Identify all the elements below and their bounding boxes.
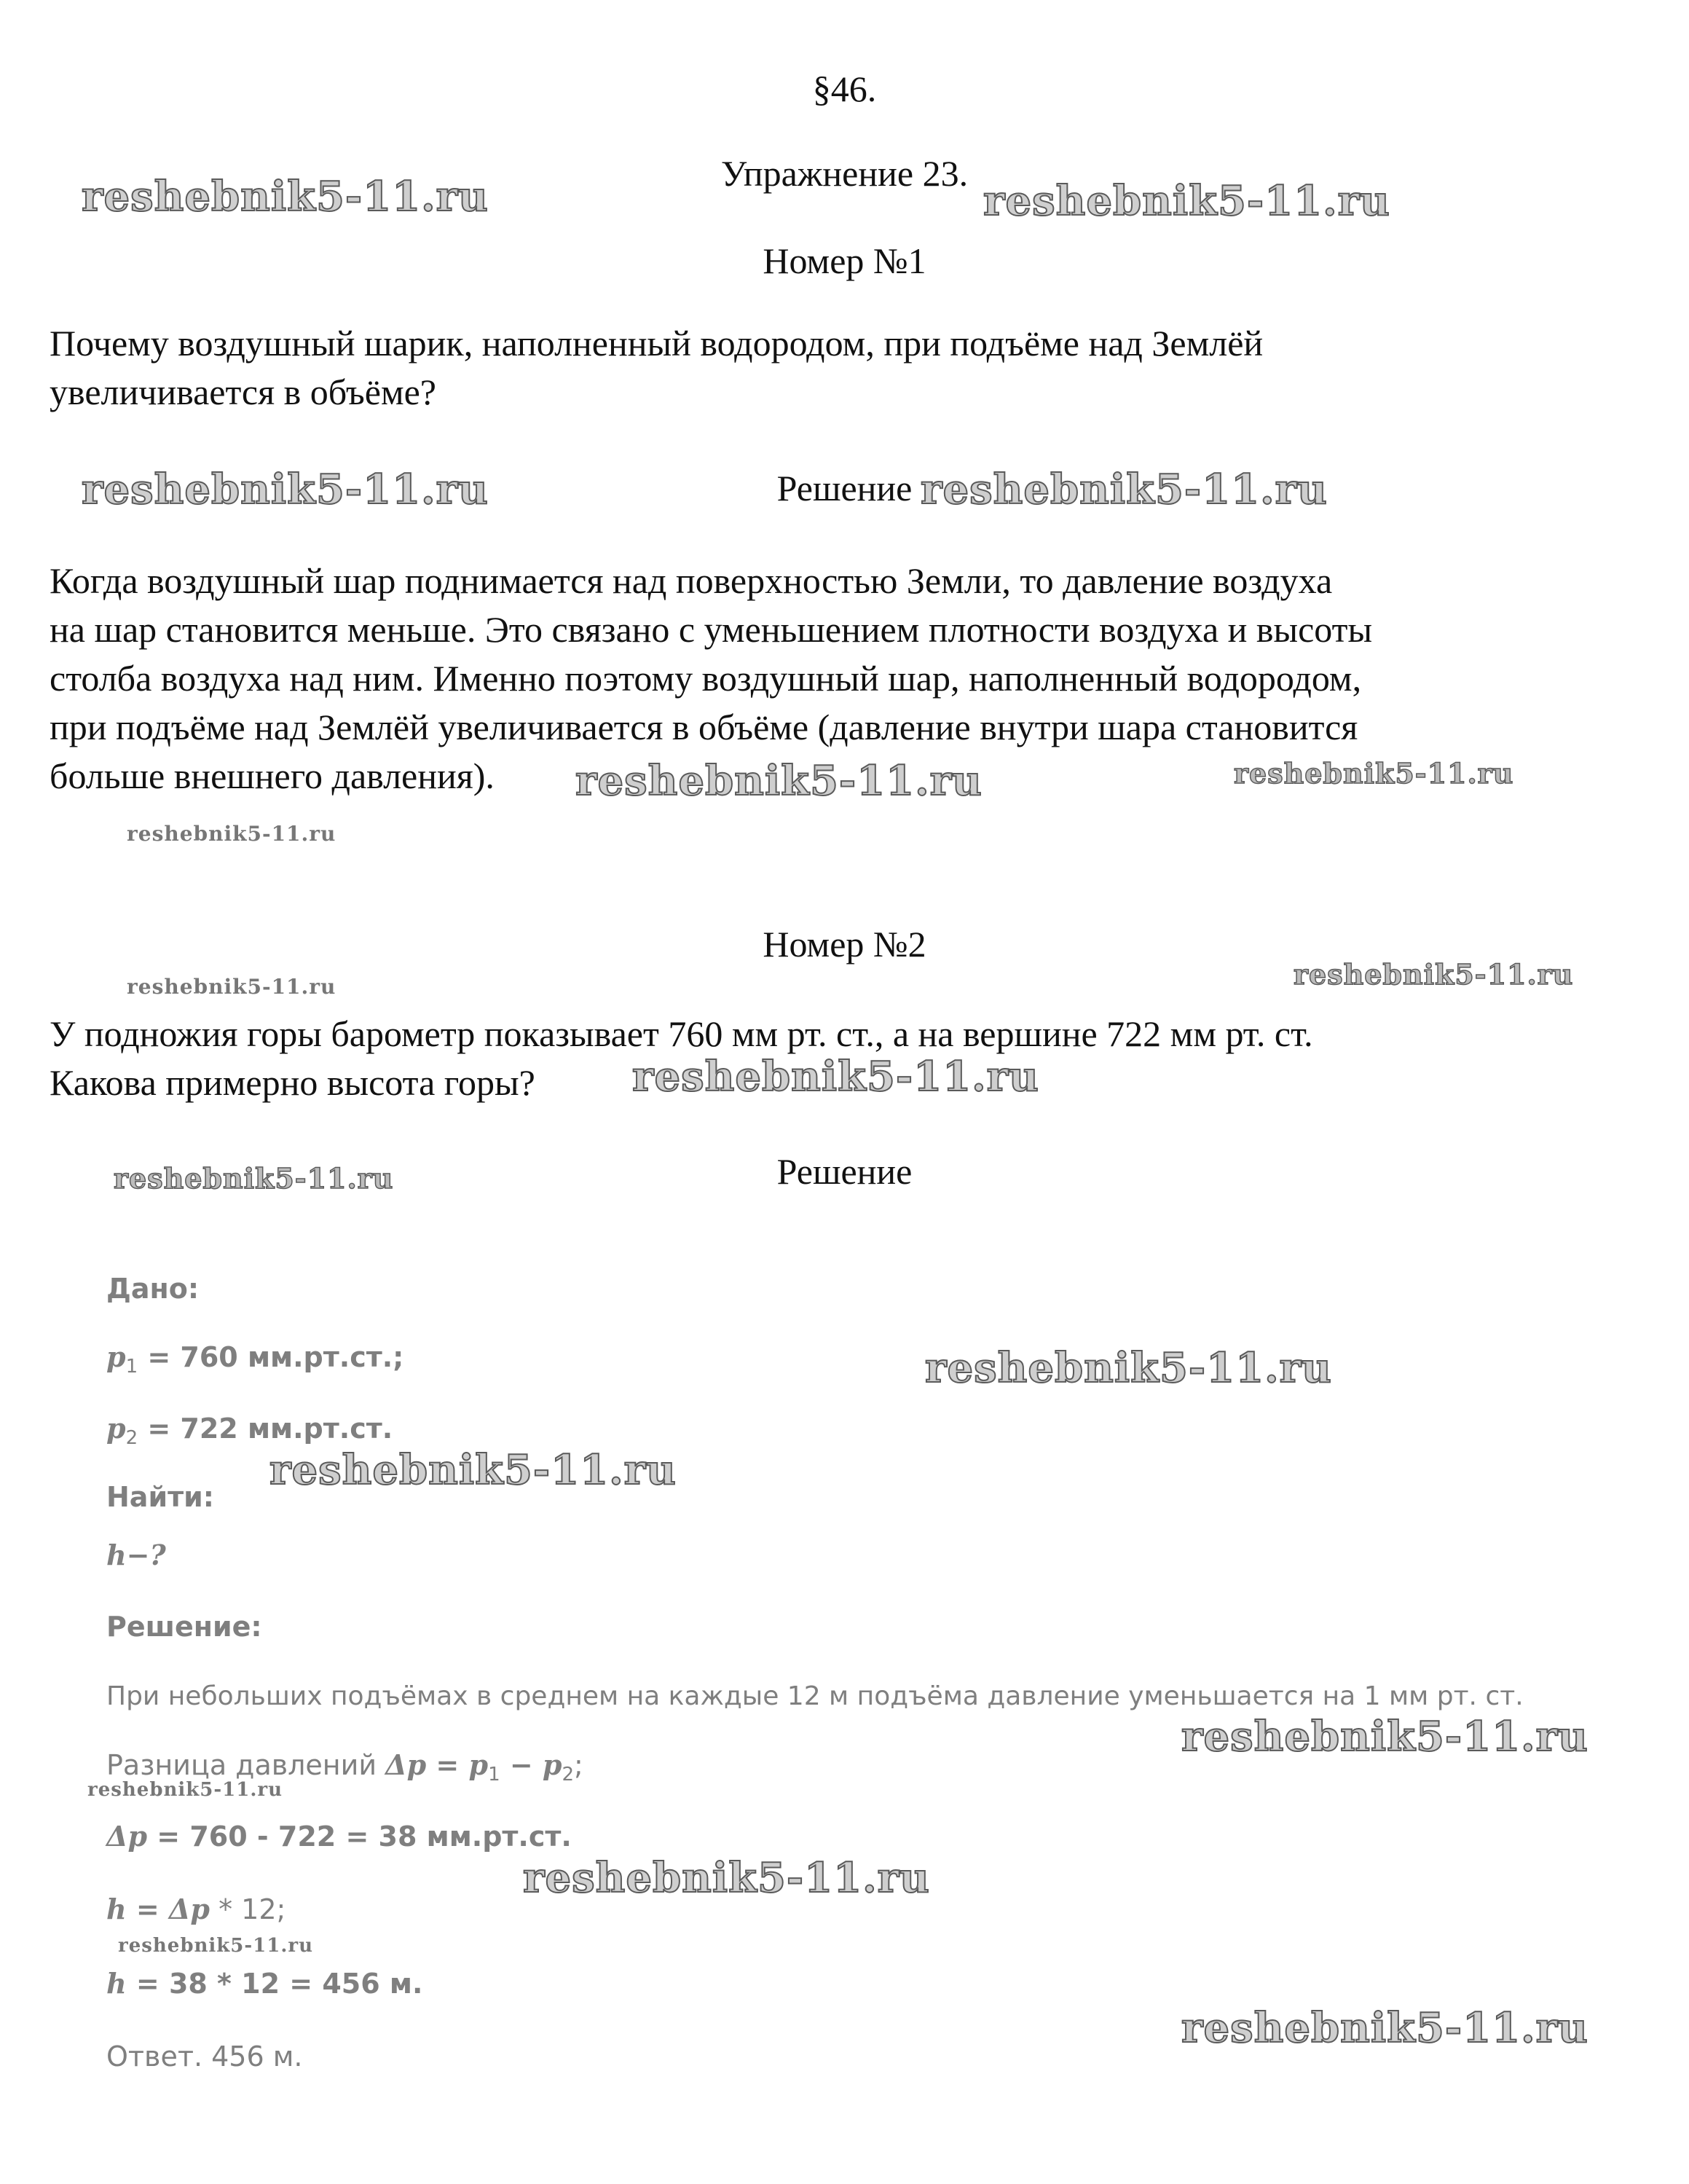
task2-solution-heading: Решение (776, 1151, 913, 1192)
given-p2: $p_2 = 722$ мм.рт.ст. (106, 1412, 393, 1449)
task1-question-line: увеличивается в объёме? (50, 372, 436, 412)
h-calculation: h = 38 * 12 = 456 м. (106, 1967, 423, 2000)
watermark: reshebnik5-11.ru (1294, 958, 1574, 991)
watermark: reshebnik5-11.ru (82, 173, 489, 221)
watermark: reshebnik5-11.ru (127, 822, 336, 846)
watermark: reshebnik5-11.ru (1181, 2004, 1588, 2052)
watermark: reshebnik5-11.ru (87, 1779, 283, 1801)
task1-question (50, 319, 1666, 417)
dp-calculation: Δp = 760 - 722 = 38 мм.рт.ст. (106, 1820, 572, 1853)
task1-solution-heading: Решение (776, 468, 913, 508)
task1-answer-line: на шар становится меньше. Это связано с уменьшением плотности воздуха и высоты (50, 609, 1373, 650)
watermark: reshebnik5-11.ru (632, 1053, 1039, 1101)
given-label: Дано: (106, 1273, 200, 1305)
watermark: reshebnik5-11.ru (575, 757, 983, 805)
find-label: Найти: (106, 1481, 214, 1513)
exercise-title: Упражнение 23. (720, 153, 969, 194)
watermark: reshebnik5-11.ru (983, 177, 1390, 225)
task1-title: Номер №1 (763, 240, 926, 281)
given-p1: $p_1 = 760$ мм.рт.ст.; (106, 1340, 404, 1378)
task2-question-line: Какова примерно высота горы? (50, 1062, 535, 1103)
solution-label: Решение: (106, 1611, 262, 1643)
task1-answer-line: при подъёме над Землёй увеличивается в объёме (давление внутри шара становится (50, 707, 1358, 747)
rule-text: При небольших подъёмах в среднем на каждые 12 м подъёма давление уменьшается на 1 мм рт. ст. (106, 1681, 1524, 1711)
section-number: §46. (812, 68, 877, 109)
task2-title: Номер №2 (763, 924, 926, 965)
watermark: reshebnik5-11.ru (921, 466, 1328, 514)
watermark: reshebnik5-11.ru (523, 1854, 930, 1902)
pressure-difference: Разница давлений $\Delta p = p_1 - p_2$; (106, 1748, 583, 1786)
watermark: reshebnik5-11.ru (925, 1344, 1332, 1392)
watermark: reshebnik5-11.ru (82, 466, 489, 514)
task2-question-line: У подножия горы барометр показывает 760 мм рт. ст., а на вершине 722 мм рт. ст. (50, 1013, 1313, 1054)
watermark: reshebnik5-11.ru (1181, 1713, 1588, 1761)
watermark: reshebnik5-11.ru (114, 1162, 394, 1195)
answer-text: Ответ. 456 м. (106, 2040, 303, 2073)
watermark: reshebnik5-11.ru (1234, 757, 1514, 790)
task1-answer-line: столба воздуха над ним. Именно поэтому воздушный шар, наполненный водородом, (50, 658, 1362, 699)
find-value: h−? (106, 1539, 166, 1571)
task1-question-line: Почему воздушный шарик, наполненный водородом, при подъёме над Землёй (50, 323, 1264, 364)
watermark: reshebnik5-11.ru (118, 1935, 314, 1957)
task1-answer-line: больше внешнего давления). (50, 755, 495, 796)
h-formula: h = Δp * 12; (106, 1893, 286, 1925)
watermark: reshebnik5-11.ru (127, 975, 336, 999)
task1-answer-line: Когда воздушный шар поднимается над поверхностью Земли, то давление воздуха (50, 560, 1333, 601)
watermark: reshebnik5-11.ru (269, 1446, 677, 1494)
